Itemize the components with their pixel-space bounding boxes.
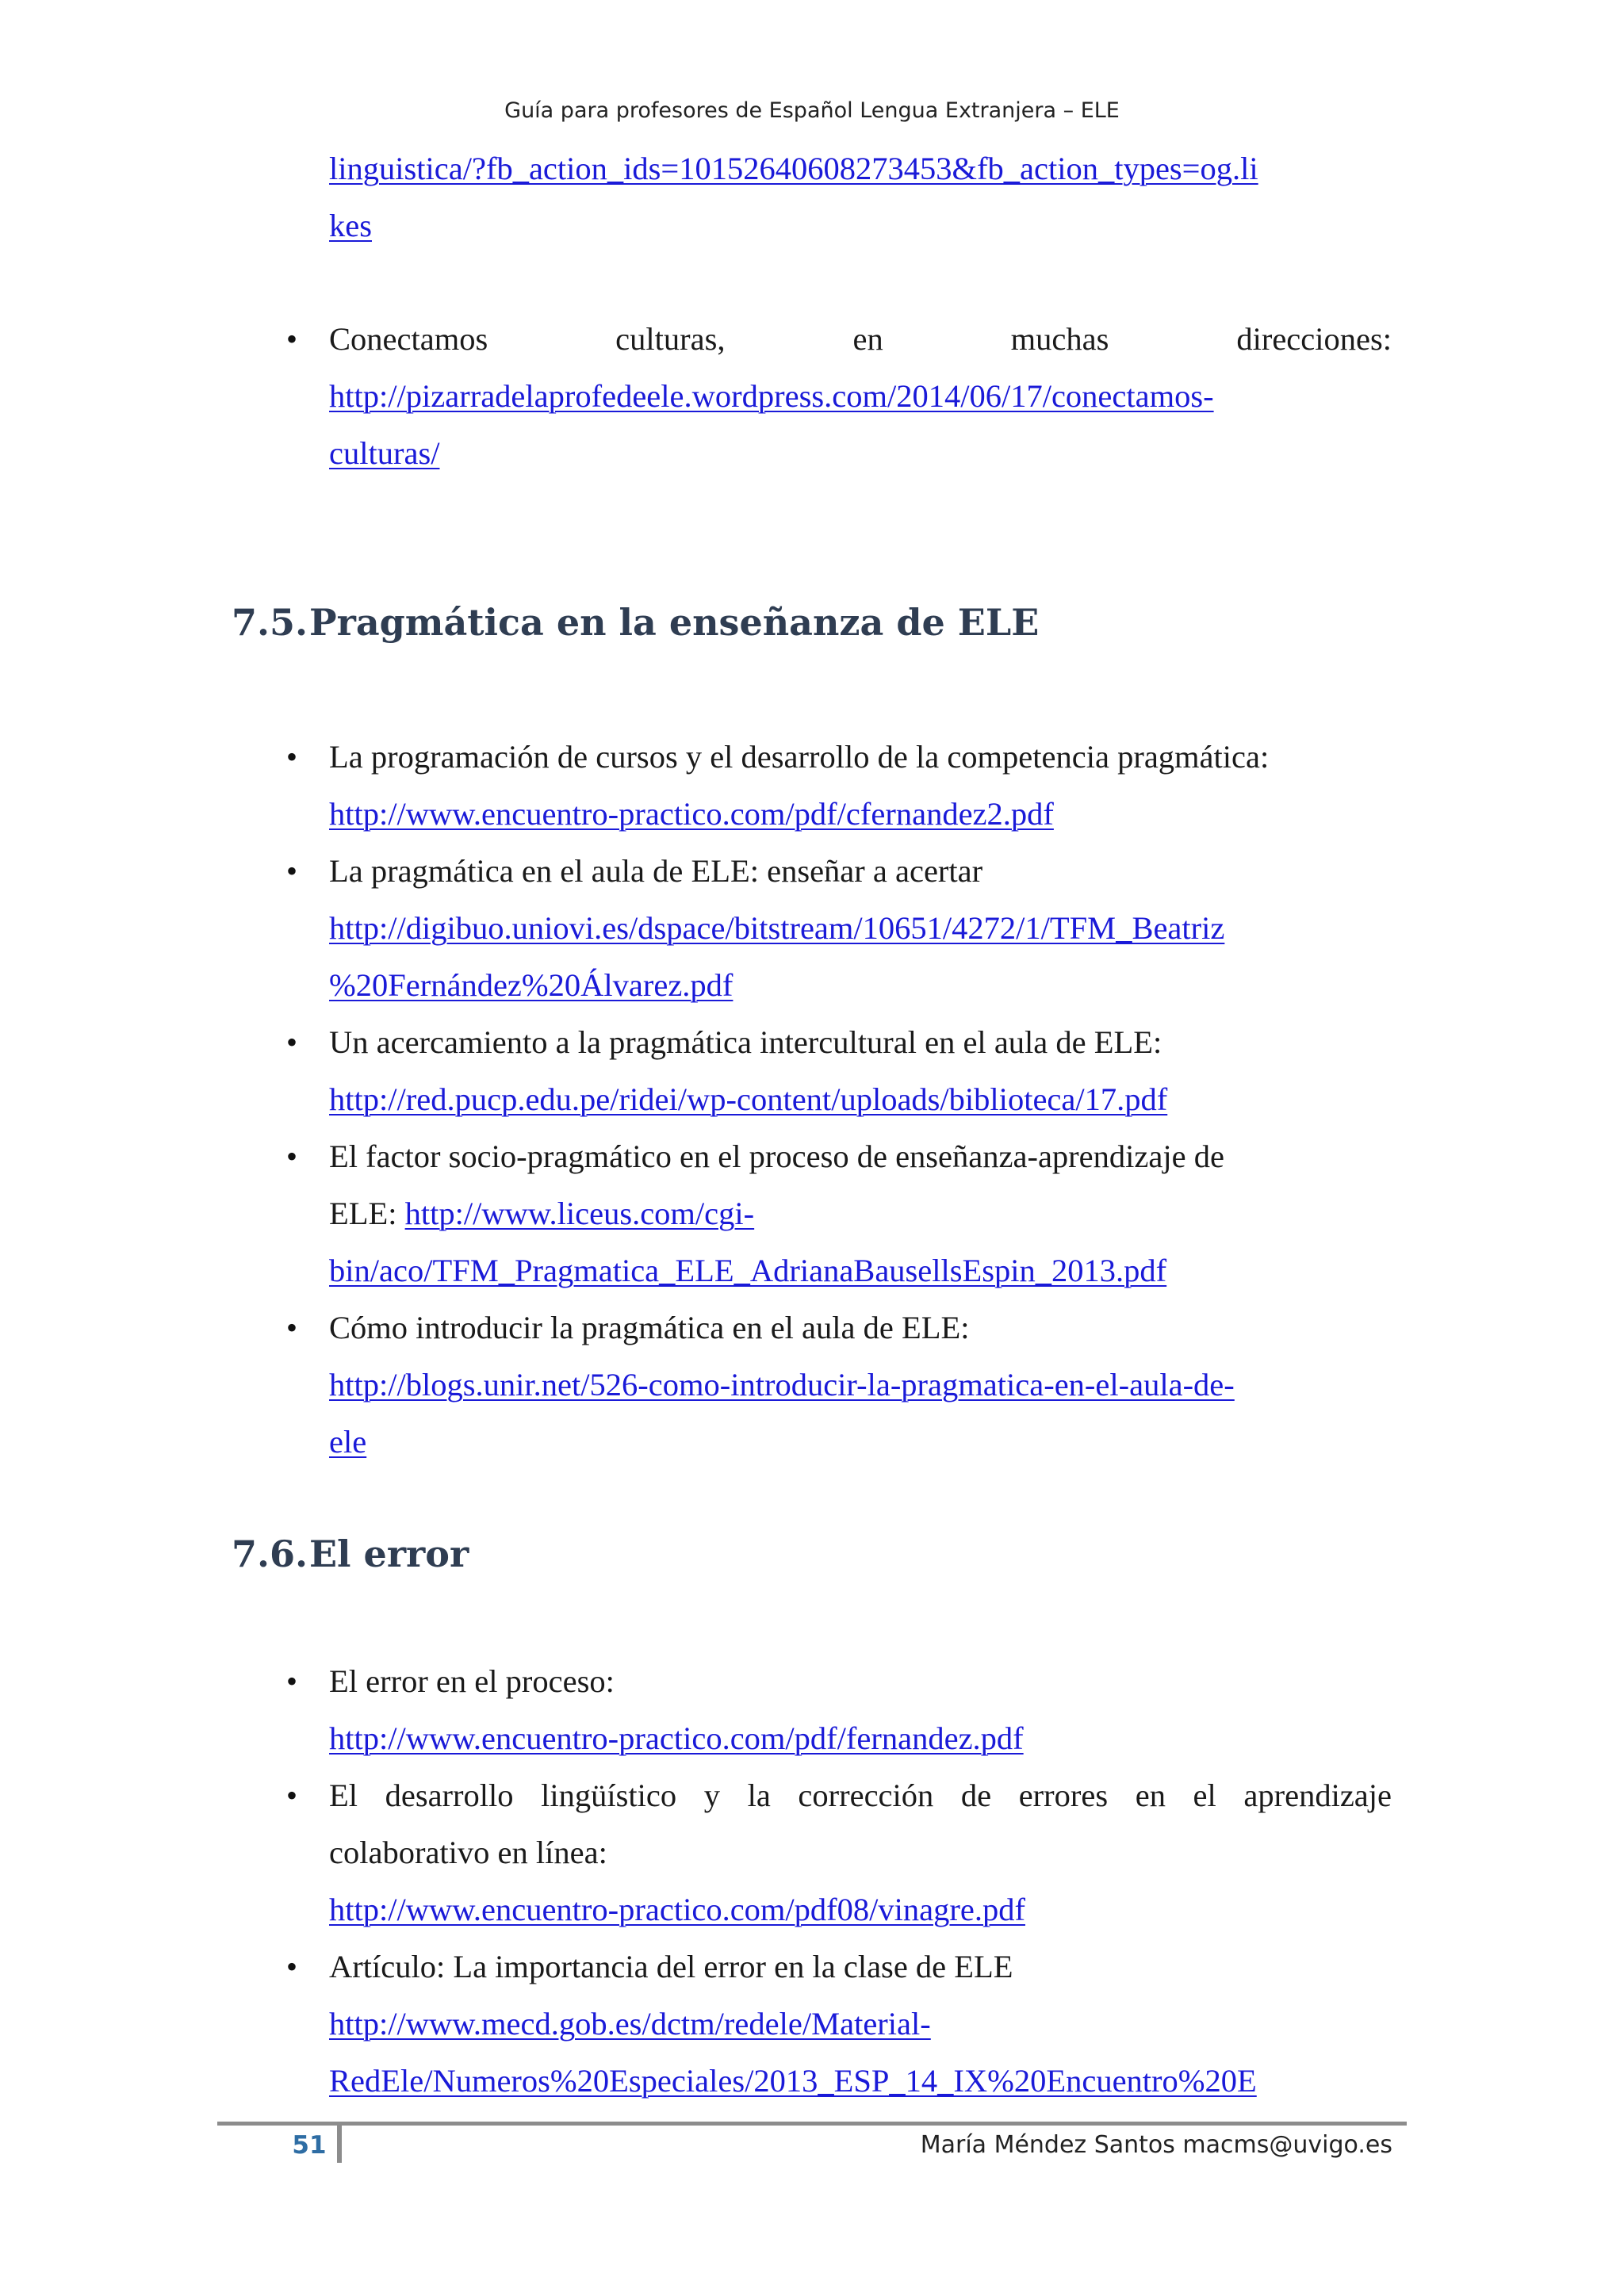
resource-link[interactable]: http://www.mecd.gob.es/dctm/redele/Material- — [329, 2006, 931, 2042]
link-line — [329, 431, 439, 476]
list-item-label: ELE: — [329, 1196, 405, 1231]
list-item-label: Artículo: La importancia del error en la clase de ELE — [329, 1949, 1013, 1984]
list-item-text — [329, 1831, 607, 1875]
link-line — [329, 1249, 1166, 1293]
page-number: 51 — [292, 2131, 327, 2160]
resource-link[interactable]: http://www.encuentro-practico.com/pdf/fernandez.pdf — [329, 1720, 1024, 1756]
list-item-label: Un acercamiento a la pragmática intercultural en el aula de ELE: — [329, 1024, 1162, 1060]
running-header: Guía para profesores de Español Lengua Extranjera – ELE — [504, 98, 1120, 123]
list-item-label: colaborativo en línea: — [329, 1835, 607, 1870]
list-item-text — [329, 1192, 754, 1236]
resource-link[interactable]: culturas/ — [329, 435, 440, 471]
resource-link[interactable]: http://www.encuentro-practico.com/pdf/cfernandez2.pdf — [329, 796, 1054, 832]
link-line — [329, 374, 1214, 419]
section-number: 7.6. — [232, 1533, 308, 1575]
resource-link[interactable]: RedEle/Numeros%20Especiales/2013_ESP_14_IX%20Encuentro%20E — [329, 2063, 1257, 2099]
bullet-icon: • — [285, 1949, 297, 1984]
resource-link[interactable]: linguistica/?fb_action_ids=10152640608273453&fb_action_types=og.li — [329, 151, 1258, 186]
section-heading — [232, 1530, 469, 1578]
resource-link[interactable]: ele — [329, 1424, 367, 1460]
list-item-text — [329, 317, 1392, 362]
link-line — [329, 963, 733, 1008]
footer-separator-bar — [337, 2125, 342, 2163]
list-item-label: Conectamos culturas, en muchas direcciones: — [329, 321, 1392, 357]
list-item-text — [329, 735, 1269, 779]
resource-link[interactable]: http://pizarradelaprofedeele.wordpress.com/2014/06/17/conectamos- — [329, 378, 1214, 414]
resource-link[interactable]: http://red.pucp.edu.pe/ridei/wp-content/uploads/biblioteca/17.pdf — [329, 1081, 1168, 1117]
link-line — [329, 1716, 1024, 1761]
list-item-text — [329, 1020, 1162, 1065]
resource-link[interactable]: kes — [329, 208, 372, 243]
section-title: El error — [309, 1533, 469, 1575]
bullet-icon: • — [285, 1663, 297, 1699]
section-number: 7.5. — [232, 601, 308, 644]
section-title: Pragmática en la enseñanza de ELE — [309, 601, 1040, 644]
link-line — [329, 1888, 1025, 1932]
bullet-icon: • — [285, 321, 297, 357]
link-line — [329, 2002, 931, 2046]
link-line — [329, 906, 1224, 951]
bullet-icon: • — [285, 853, 297, 889]
list-item-text — [329, 1306, 969, 1350]
list-item-label: La programación de cursos y el desarrollo de la competencia pragmática: — [329, 739, 1270, 775]
list-item-text — [329, 1659, 615, 1704]
list-item-label: La pragmática en el aula de ELE: enseñar a acertar — [329, 853, 983, 889]
footer-author: María Méndez Santos macms@uvigo.es — [920, 2131, 1392, 2159]
bullet-icon: • — [285, 1310, 297, 1345]
link-line — [329, 147, 1258, 191]
link-line — [329, 1363, 1235, 1407]
footer-rule — [217, 2122, 1407, 2126]
resource-link[interactable]: http://www.encuentro-practico.com/pdf08/vinagre.pdf — [329, 1892, 1025, 1927]
resource-link[interactable]: http://www.liceus.com/cgi- — [404, 1196, 755, 1231]
resource-link[interactable]: %20Fernández%20Álvarez.pdf — [329, 967, 733, 1003]
resource-link[interactable]: http://blogs.unir.net/526-como-introducir-la-pragmatica-en-el-aula-de- — [329, 1367, 1235, 1402]
list-item-text — [329, 1135, 1224, 1179]
link-line — [329, 2059, 1257, 2103]
section-heading — [232, 599, 1039, 646]
list-item-text — [329, 1945, 1013, 1989]
link-line — [329, 1420, 366, 1464]
bullet-icon: • — [285, 739, 297, 775]
bullet-icon: • — [285, 1138, 297, 1174]
list-item-label: El desarrollo lingüístico y la corrección de errores en el aprendizaje — [329, 1777, 1392, 1813]
link-line — [329, 1077, 1167, 1122]
list-item-text — [329, 849, 982, 894]
list-item-label: Cómo introducir la pragmática en el aula de ELE: — [329, 1310, 970, 1345]
list-item-text — [329, 1774, 1392, 1818]
list-item-label: El factor socio-pragmático en el proceso de enseñanza-aprendizaje de — [329, 1138, 1224, 1174]
resource-link[interactable]: http://digibuo.uniovi.es/dspace/bitstream/10651/4272/1/TFM_Beatriz — [329, 910, 1225, 946]
list-item-label: El error en el proceso: — [329, 1663, 615, 1699]
link-line — [329, 792, 1054, 836]
bullet-icon: • — [285, 1777, 297, 1813]
bullet-icon: • — [285, 1024, 297, 1060]
link-line — [329, 204, 372, 248]
resource-link[interactable]: bin/aco/TFM_Pragmatica_ELE_AdrianaBausellsEspin_2013.pdf — [329, 1253, 1167, 1288]
